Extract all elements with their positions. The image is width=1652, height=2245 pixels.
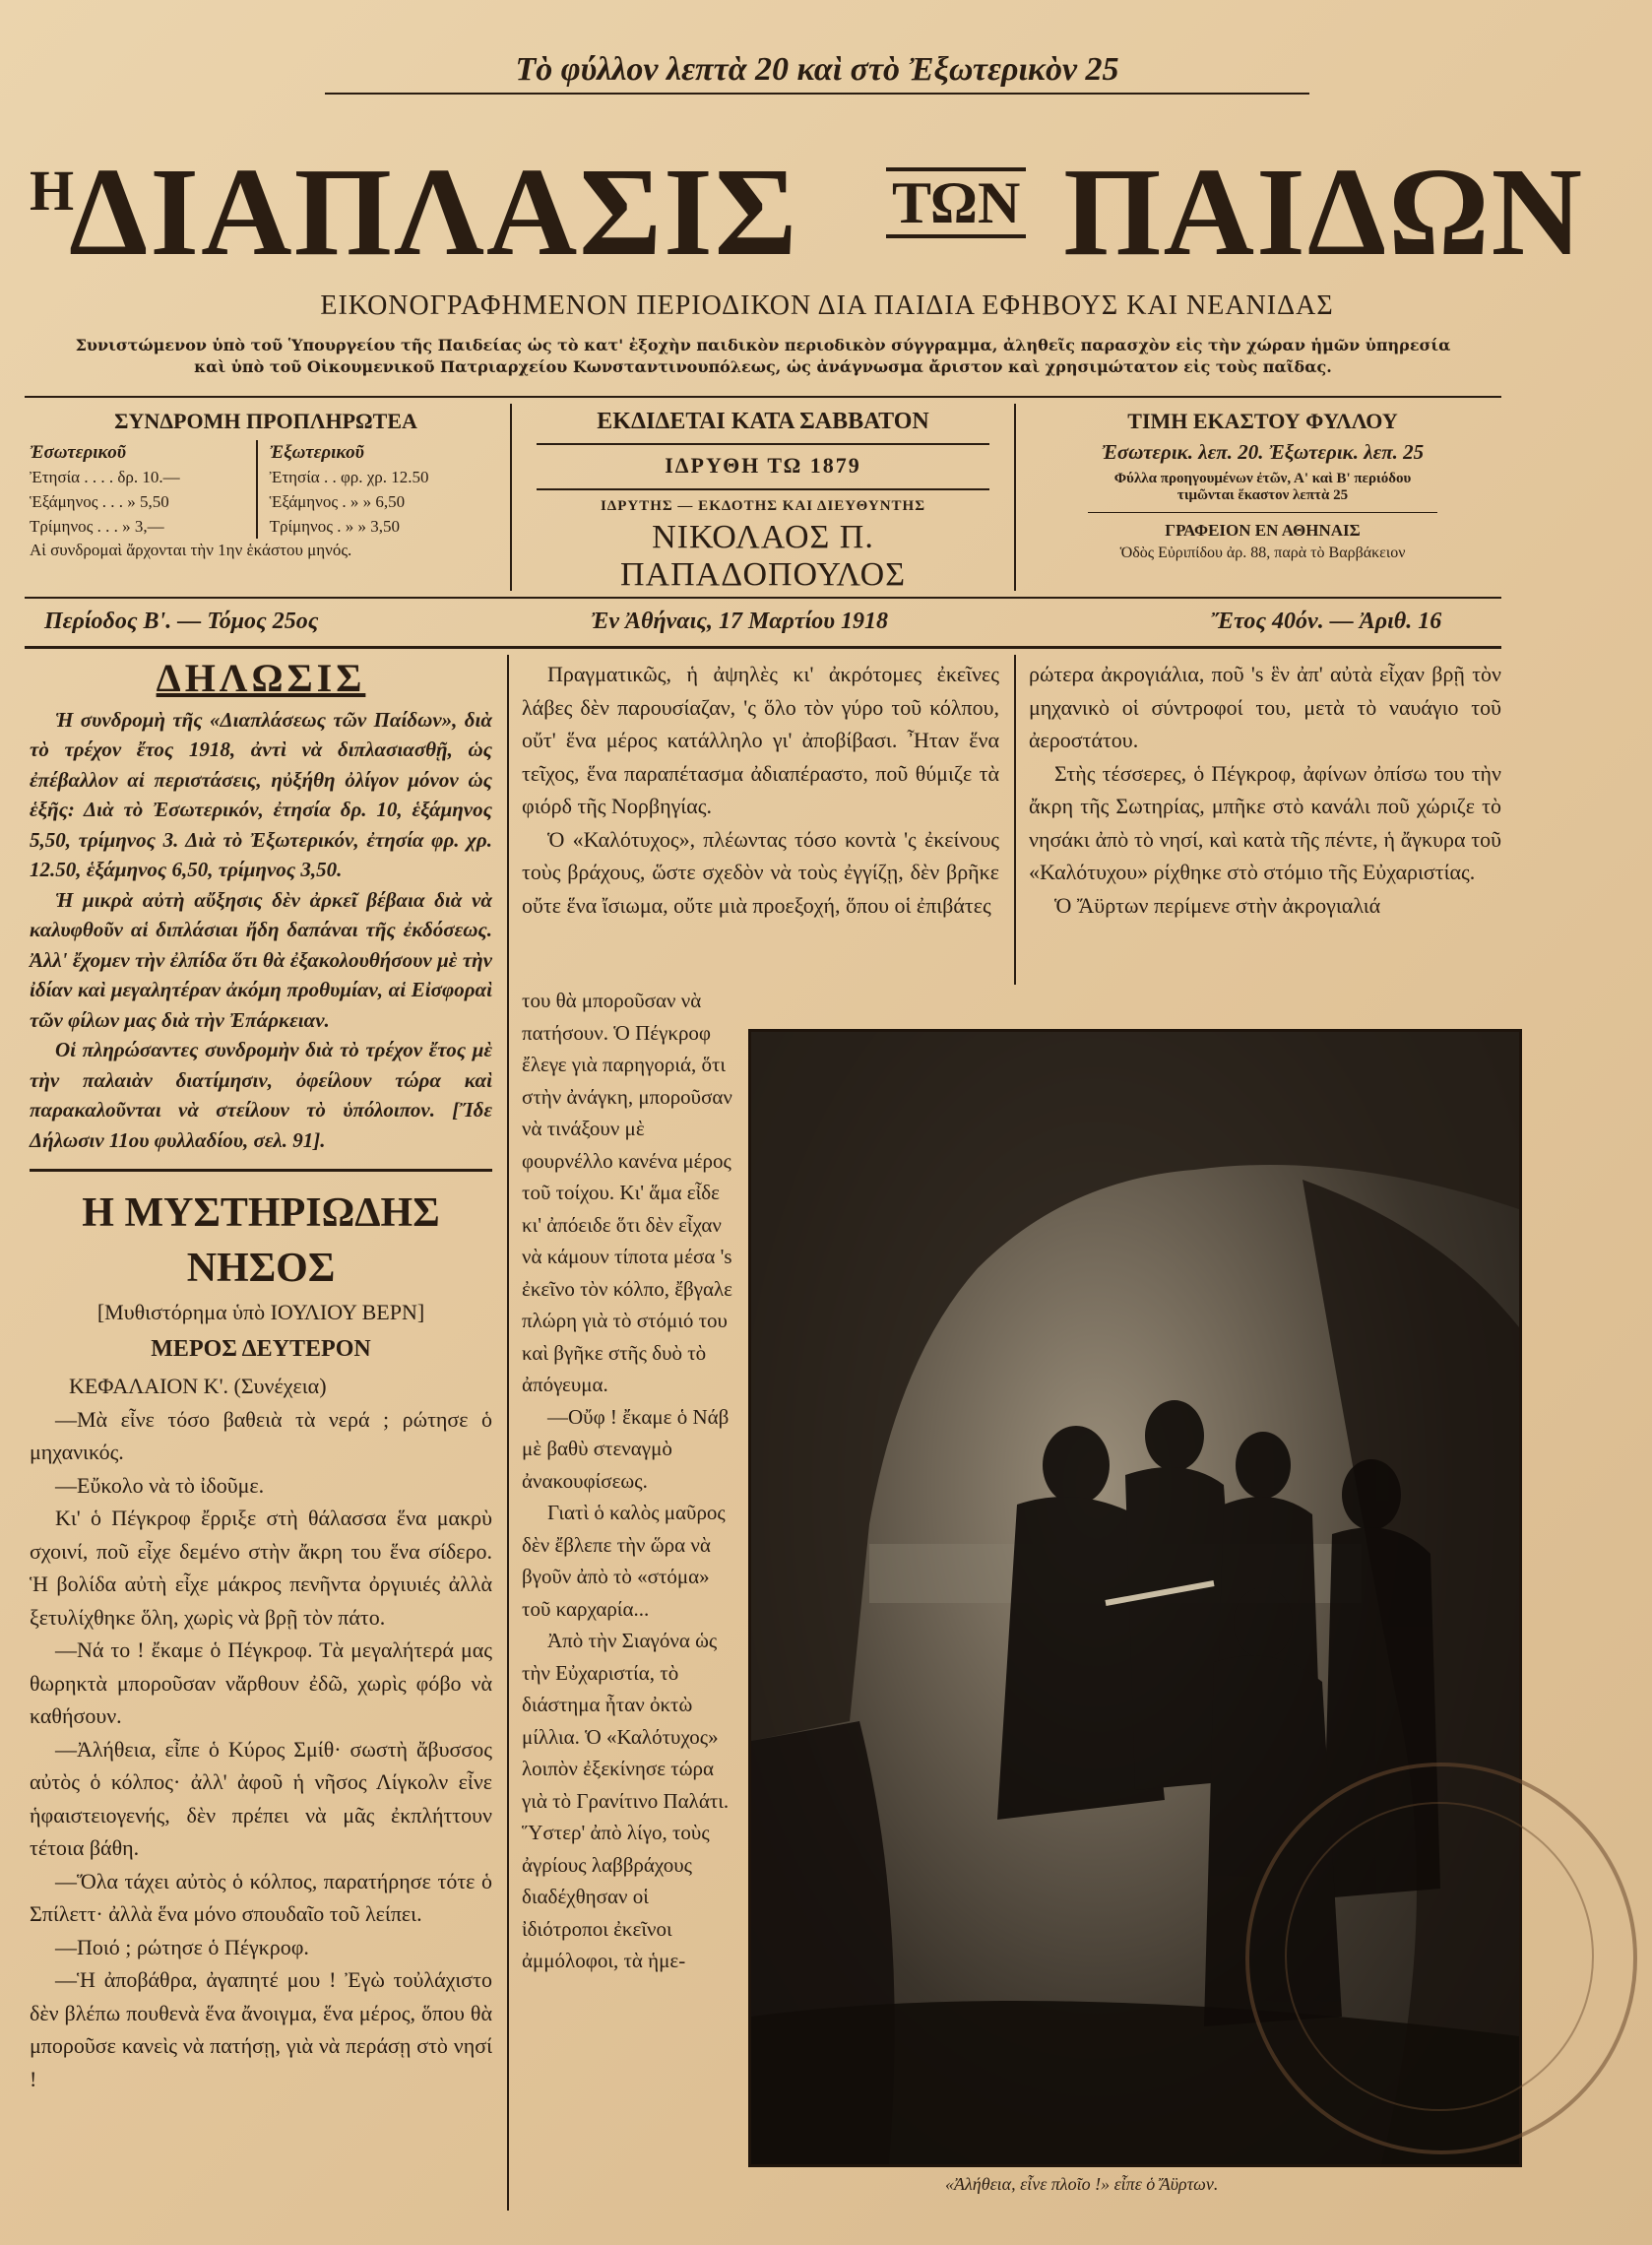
story-title: Η ΜΥΣΤΗΡΙΩΔΗΣ ΝΗΣΟΣ [82, 1190, 440, 1291]
masthead [30, 138, 1584, 286]
publication-rule-2 [537, 488, 989, 490]
story-paragraph: —Μὰ εἶνε τόσο βαθειὰ τὰ νερά ; ρώτησε ὁ μηχανικός. [30, 1406, 492, 1464]
story-paragraph: του θὰ μποροῦσαν νὰ πατήσουν. Ὁ Πέγκροφ ἔλεγε γιὰ παρηγοριά, ὅτι στὴν ἀνάγκη, μποροῦσαν νὰ τινάξουν μὲ φουρνέλλο κανένα μέρος τοῦ τοίχου. Κι' ἅμα εἶδε κι' ἀπόειδε ὅτι δὲν εἶχαν νὰ κάμουν τίποτα μέσα 's ἐκεῖνο τὸν κόλπο, ἔβγαλε πλώρη γιὰ τὸ στόμιό του καὶ βγῆκε στῆς δυὸ τὸ ἀπόγευμα. [522, 989, 732, 1396]
recommendation-note [25, 335, 1501, 378]
story-paragraph: —Οὔφ ! ἔκαμε ὁ Νάβ μὲ βαθὺ στεναγμὸ ἀνακουφίσεως. [522, 1404, 730, 1493]
back-issues-line-1: Φύλλα προηγουμένων ἐτῶν, Α' καὶ Β' περιόδου [1113, 471, 1412, 486]
story-paragraph: Πραγματικῶς, ἡ ἀψηλὲς κι' ἀκρότομες ἐκεῖνες λάβες δὲν παρουσίαζαν, 'ς ὅλο τὸν γύρο τοῦ κόλπου, οὔτ' ἕνα μέρος κατάλληλο γι' ἀποβίβασι. Ἦταν ἕνα τεῖχος, ἕνα παραπέτασμα ἀδιαπέραστο, ποῦ θύμιζε τὰ φιόρδ τῆς Νορβηγίας. [522, 662, 999, 818]
library-stamp-inner [1285, 1802, 1594, 2111]
boxes-bottom-divider [25, 597, 1501, 599]
story-paragraph: Ἀπὸ τὴν Σιαγόνα ὡς τὴν Εὐχαριστία, τὸ διάστημα ἦταν ὀκτὼ μίλλια. Ὁ «Καλότυχος» λοιπὸν ἐξεκίνησε τώρα γιὰ τὸ Γρανίτινο Παλάτι. Ὕστερ' ἀπὸ λίγο, τοὺς ἀγρίους λαββράχους διαδέχθησαν οἱ ἰδιότροποι ἐκεῖνοι ἀμμόλοφοι, τὰ ἡμε- [522, 1629, 730, 1972]
header-divider [25, 396, 1501, 398]
story-paragraph: ρώτερα ἀκρογιάλια, ποῦ 's ἓν ἀπ' αὐτὰ εἶχαν βρῇ τὸν μηχανικὸ οἱ σύντροφοί του, μετὰ τὸ ναυάγιο τοῦ ἀεροστάτου. [1029, 662, 1501, 752]
declaration-paragraph: Οἱ πληρώσαντες συνδρομὴν διὰ τὸ τρέχον ἔτος μὲ τὴν παλαιὰν διατίμησιν, ὀφείλουν τώρα καὶ παρακαλοῦνται νὰ στείλουν τὸ ὑπόλοιπον. [Ἴδε Δήλωσιν 11ου φυλλαδίου, σελ. 91]. [30, 1038, 492, 1152]
subscription-box [30, 409, 502, 560]
price-line: Τὸ φύλλον λεπτὰ 20 καὶ στὸ Ἐξωτερικὸν 25 [325, 51, 1309, 95]
masthead-article: Η [30, 159, 75, 223]
founded-year: ΙΔΡΥΘΗ ΤΩ 1879 [665, 453, 861, 478]
column-rule-2 [1014, 655, 1016, 985]
column-middle-top [522, 658, 999, 922]
office-address: Ὁδὸς Εὐριπίδου ἀρ. 88, παρὰ τὸ Βαρβάκειον [1119, 545, 1406, 561]
story-paragraph: Κι' ὁ Πέγκροφ ἔρριξε στὴ θάλασσα ἕνα μακρὺ σχοινί, ποῦ εἶχε δεμένο στὴν ἄκρη του ἕνα σίδερο. Ἡ βολίδα αὐτὴ εἶχε μάκρος πενῆντα ὀργιυιές ἀλλὰ ξετυλίχθηκε ὅλη, χωρὶς νὰ βρῇ τὸν πάτο. [30, 1506, 492, 1630]
foreign-quarterly: Τρίμηνος . » » 3,50 [269, 517, 400, 536]
declaration-body [30, 705, 492, 1156]
publication-rule [537, 443, 989, 445]
founder-name: ΝΙΚΟΛΑΟΣ Π. ΠΑΠΑΔΟΠΟΥΛΟΣ [619, 519, 906, 593]
office-title: ΓΡΑΦΕΙΟΝ ΕΝ ΑΘΗΝΑΙΣ [1165, 521, 1361, 540]
box-divider-2 [1014, 404, 1016, 591]
price-box-title: ΤΙΜΗ ΕΚΑΣΤΟΥ ΦΥΛΛΟΥ [1127, 409, 1398, 433]
story-paragraph: —Εὔκολο νὰ τὸ ἰδοῦμε. [55, 1472, 265, 1498]
story-chapter: ΚΕΦΑΛΑΙΟΝ Κ'. (Συνέχεια) [69, 1374, 327, 1398]
story-paragraph: Στὴς τέσσερες, ὁ Πέγκροφ, ἀφίνων ὀπίσω του τὴν ἄκρη τῆς Σωτηρίας, μπῆκε στὸ κανάλι ποῦ χώριζε τὸ νησάκι ἀπὸ τὸ νησί, καὶ κατὰ τῆς πέντε, ἡ ἄγκυρα τοῦ «Καλότυχου» ρίχθηκε στὸ στόμιο τῆς Εὐχαριστίας. [1029, 760, 1501, 884]
story-paragraph: —Ποιό ; ρώτησε ὁ Πέγκροφ. [55, 1934, 309, 1959]
domestic-label: Ἐσωτερικοῦ [30, 442, 127, 463]
subscription-foreign [258, 440, 502, 539]
issued-saturday: ΕΚΔΙΔΕΤΑΙ ΚΑΤΑ ΣΑΒΒΑΤΟΝ [597, 409, 929, 434]
subscription-domestic [30, 440, 258, 539]
back-issues-line-2: τιμῶνται ἕκαστον λεπτὰ 25 [1176, 487, 1349, 503]
masthead-subtitle: ΕΙΚΟΝΟΓΡΑΦΗΜΕΝΟΝ ΠΕΡΙΟΔΙΚΟΝ ΔΙΑ ΠΑΙΔΙΑ ΕΦΗΒΟΥΣ ΚΑΙ ΝΕΑΝΙΔΑΣ [320, 290, 1334, 321]
story-paragraph: Ὁ «Καλότυχος», πλέωντας τόσο κοντὰ 'ς ἐκείνους τοὺς βράχους, ὥστε σχεδὸν νὰ τοὺς ἐγγίζῃ, δὲν βρῆκε οὔτε ἕνα ἴσιωμα, οὔτε μιὰ προεξοχή, ὅπου οἱ ἐπιβάτες [522, 826, 999, 918]
foreign-annual: Ἐτησία . . φρ. χρ. 12.50 [269, 468, 429, 486]
story-part: ΜΕΡΟΣ ΔΕΥΤΕΡΟΝ [151, 1335, 371, 1362]
declaration-title: ΔΗΛΩΣΙΣ [156, 656, 366, 700]
illustration-caption: «Ἀλήθεια, εἶνε πλοῖο !» εἶπε ὁ Ἄϋρτων. [945, 2174, 1219, 2194]
box-divider-1 [510, 404, 512, 591]
column-left [30, 656, 492, 2095]
domestic-quarterly: Τρίμηνος . . . » 3,— [30, 517, 164, 536]
founder-label: ΙΔΡΥΤΗΣ — ΕΚΔΟΤΗΣ ΚΑΙ ΔΙΕΥΘΥΝΤΗΣ [600, 498, 926, 514]
story-paragraph: —Ἡ ἀποβάθρα, ἀγαπητέ μου ! Ἐγὼ τοὐλάχιστο δὲν βλέπω πουθενὰ ἕνα ἄνοιγμα, ἕνα μέρος, ὅπου θὰ μποροῦσε κανεὶς νὰ πατήσῃ, γιὰ νὰ περάσῃ στὸ νησί ! [30, 1967, 492, 2091]
story-paragraph: —Ὅλα τάχει αὐτὸς ὁ κόλπος, παρατήρησε τότε ὁ Σπίλεττ· ἀλλὰ ἕνα μόνο σπουδαῖο τοῦ λείπει. [30, 1868, 492, 1926]
foreign-label: Ἐξωτερικοῦ [269, 442, 364, 463]
declaration-divider [30, 1169, 492, 1172]
column-rule-1 [507, 655, 509, 2211]
column-right [1029, 658, 1501, 922]
story-paragraph: Γιατὶ ὁ καλὸς μαῦρος δὲν ἔβλεπε τὴν ὥρα νὰ βγοῦν ἀπὸ τὸ «στόμα» τοῦ καρχαρία... [522, 1501, 726, 1621]
column-middle-narrow [522, 985, 738, 1977]
recommendation-line-1: Συνιστώμενον ὑπὸ τοῦ Ὑπουργείου τῆς Παιδείας ὡς τὸ κατ' ἐξοχὴν παιδικὸν περιοδικὸν σύγγραμμα, ἀληθεῖς παρασχὸν εἰς τὴν χώραν ἡμῶν ὑπηρεσία [75, 336, 1451, 354]
price-box [1029, 409, 1496, 562]
story-paragraph: —Νά το ! ἔκαμε ὁ Πέγκροφ. Τὰ μεγαλήτερά μας θωρηκτὰ μποροῦσαν νἄρθουν ἐδῶ, χωρὶς φόβο νὰ καθήσουν. [30, 1637, 492, 1728]
declaration-paragraph: Ἡ συνδρομὴ τῆς «Διαπλάσεως τῶν Παίδων», διὰ τὸ τρέχον ἔτος 1918, ἀντὶ νὰ διπλασιασθῇ, ὡς ἐπέβαλλον αἱ περιστάσεις, ηὐξήθη ὀλίγον μόνον ὡς ἑξῆς: Διὰ τὸ Ἐσωτερικόν, ἐτησία δρ. 10, ἑξάμηνος 5,50, τρίμηνος 3. Διὰ τὸ Ἐξωτερικόν, ἐτησία φρ. χρ. 12.50, ἑξάμηνος 6,50, τρίμηνος 3,50. [30, 707, 492, 881]
story-paragraph: Ὁ Ἄϋρτων περίμενε στὴν ἀκρογιαλιά [1054, 892, 1381, 918]
subscription-title: ΣΥΝΔΡΟΜΗ ΠΡΟΠΛΗΡΩΤΕΑ [114, 409, 417, 433]
issue-year-number: Ἔτος 40όν. — Ἀριθ. 16 [1211, 609, 1442, 634]
domestic-annual: Ἐτησία . . . . δρ. 10.— [30, 468, 180, 486]
subscription-table [30, 440, 502, 539]
subscription-note: Αἱ συνδρομαὶ ἄρχονται τὴν 1ην ἑκάστου μηνός. [30, 541, 352, 559]
issue-period: Περίοδος Β'. — Τόμος 25ος [44, 609, 319, 634]
domestic-semiannual: Ἑξάμηνος . . . » 5,50 [30, 492, 169, 511]
foreign-semiannual: Ἑξάμηνος . » » 6,50 [269, 492, 406, 511]
declaration-paragraph: Ἡ μικρὰ αὐτὴ αὔξησις δὲν ἀρκεῖ βέβαια διὰ νὰ καλυφθοῦν αἱ διπλάσιαι ἤδη δαπάναι τῆς ἐκδόσεως. Ἀλλ' ἔχομεν τὴν ἐλπίδα ὅτι θὰ ἐξακολουθήσουν μὲ τὴν ἰδίαν καὶ μεγαλητέραν ἀκόμη προθυμίαν, αἱ Εἰσφοραὶ τῶν φίλων μας διὰ τὴν Ἐπάρκειαν. [30, 887, 492, 1032]
masthead-title-ton: ΤΩΝ [886, 167, 1026, 238]
story-paragraph: —Ἀλήθεια, εἶπε ὁ Κύρος Σμίθ· σωστὴ ἄβυσσος αὐτὸς ὁ κόλπος· ἀλλ' ἀφοῦ ἡ νῆσος Λίγκολν εἶνε ἡφαιστειογενής, δὲν πρέπει νὰ μᾶς ἐκπλήττουν τέτοια βάθη. [30, 1736, 492, 1860]
masthead-title-paidon: ΠΑΙΔΩΝ [1063, 142, 1584, 282]
price-box-rule [1088, 512, 1437, 513]
publication-box [527, 409, 999, 594]
recommendation-line-2: καὶ ὑπὸ τοῦ Οἰκουμενικοῦ Πατριαρχείου Κωνσταντινουπόλεως, ὡς ἀνάγνωσμα ἄριστον καὶ χρησιμώτατον εἰς τοὺς παῖδας. [194, 357, 1332, 376]
masthead-title-main: ΔΙΑΠΛΑΣΙΣ [69, 142, 799, 282]
issue-date: Ἐν Ἀθήναις, 17 Μαρτίου 1918 [591, 609, 888, 634]
price-box-prices: Ἐσωτερικ. λεπ. 20. Ἐξωτερικ. λεπ. 25 [1101, 440, 1425, 464]
info-row-divider [25, 646, 1501, 649]
story-subtitle: [Μυθιστόρημα ὑπὸ ΙΟΥΛΙΟΥ ΒΕΡΝ] [96, 1300, 425, 1324]
